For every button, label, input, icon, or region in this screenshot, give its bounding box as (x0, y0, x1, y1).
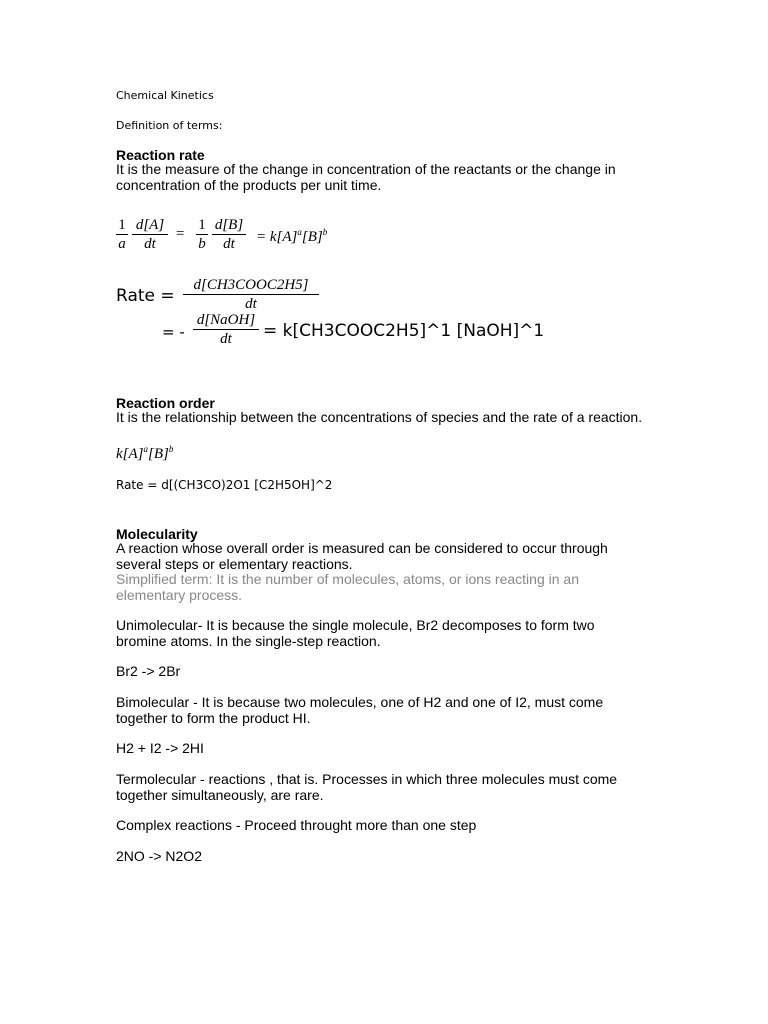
definitions-label: Definition of terms: (116, 119, 223, 132)
eq1-sup-b: b (322, 227, 328, 237)
eq1-b: b (198, 236, 206, 252)
eq1-dA: d[A] (135, 217, 165, 233)
equation-br: Br2 -> 2Br (116, 663, 181, 679)
eq1-dt1: dt (144, 236, 156, 252)
reaction-order-heading: Reaction order (116, 395, 215, 411)
document-title: Chemical Kinetics (116, 89, 214, 102)
eq1-one-a: 1 (118, 217, 126, 233)
eq2-den1: dt (245, 296, 257, 312)
eq2-rate-label: Rate = (116, 286, 175, 306)
eq3-sup-b: b (168, 444, 174, 454)
eq1-rhs: = k[A] (256, 229, 298, 245)
eq3-k: k[A] (116, 446, 144, 462)
eq3-b: [B] (148, 446, 169, 462)
unimolecular-text: Unimolecular- It is because the single molecule, Br2 decomposes to form two bromine atoms. In the single-step reaction. (116, 617, 595, 649)
eq2-rhs: = k[CH3COOC2H5]^1 [NaOH]^1 (263, 321, 545, 341)
eq1-dB: d[B] (214, 217, 244, 233)
eq1-a: a (118, 236, 126, 252)
reaction-rate-heading: Reaction rate (116, 147, 205, 163)
eq1-rhs2: [B] (301, 229, 323, 245)
termolecular-text: Termolecular - reactions , that is. Processes in which three molecules must come together simultaneously, are rare. (116, 771, 618, 803)
eq2-equals-minus: = - (162, 323, 185, 341)
equation-no: 2NO -> N2O2 (116, 848, 202, 864)
molecularity-simplified: Simplified term: It is the number of molecules, atoms, or ions reacting in an elementary process. (116, 571, 579, 603)
reaction-rate-text: It is the measure of the change in concentration of the reactants or the change in concentration of the products per unit time. (116, 161, 616, 193)
reaction-order-text: It is the relationship between the concentrations of species and the rate of a reaction. (116, 409, 643, 425)
eq1-equals: = (176, 226, 185, 242)
equation-hi: H2 + I2 -> 2HI (116, 740, 204, 756)
complex-reactions-text: Complex reactions - Proceed throught more than one step (116, 817, 477, 833)
eq1-dt2: dt (223, 236, 235, 252)
molecularity-text: A reaction whose overall order is measured can be considered to occur through several steps or elementary reactions. (116, 540, 608, 572)
eq1-sup-a: a (297, 227, 302, 237)
rate-law-expression (116, 444, 173, 463)
molecularity-heading: Molecularity (116, 526, 198, 542)
eq2-num2: d[NaOH] (196, 312, 256, 328)
eq2-num1: d[CH3COOC2H5] (193, 277, 309, 293)
eq1-one-b: 1 (198, 217, 206, 233)
bimolecular-text: Bimolecular - It is because two molecules, one of H2 and one of I2, must come together to form the product HI. (116, 694, 604, 726)
eq2-den2: dt (220, 331, 232, 347)
eq3-sup-a: a (143, 444, 148, 454)
rate-line: Rate = d[(CH3CO)2O1 [C2H5OH]^2 (116, 478, 333, 492)
